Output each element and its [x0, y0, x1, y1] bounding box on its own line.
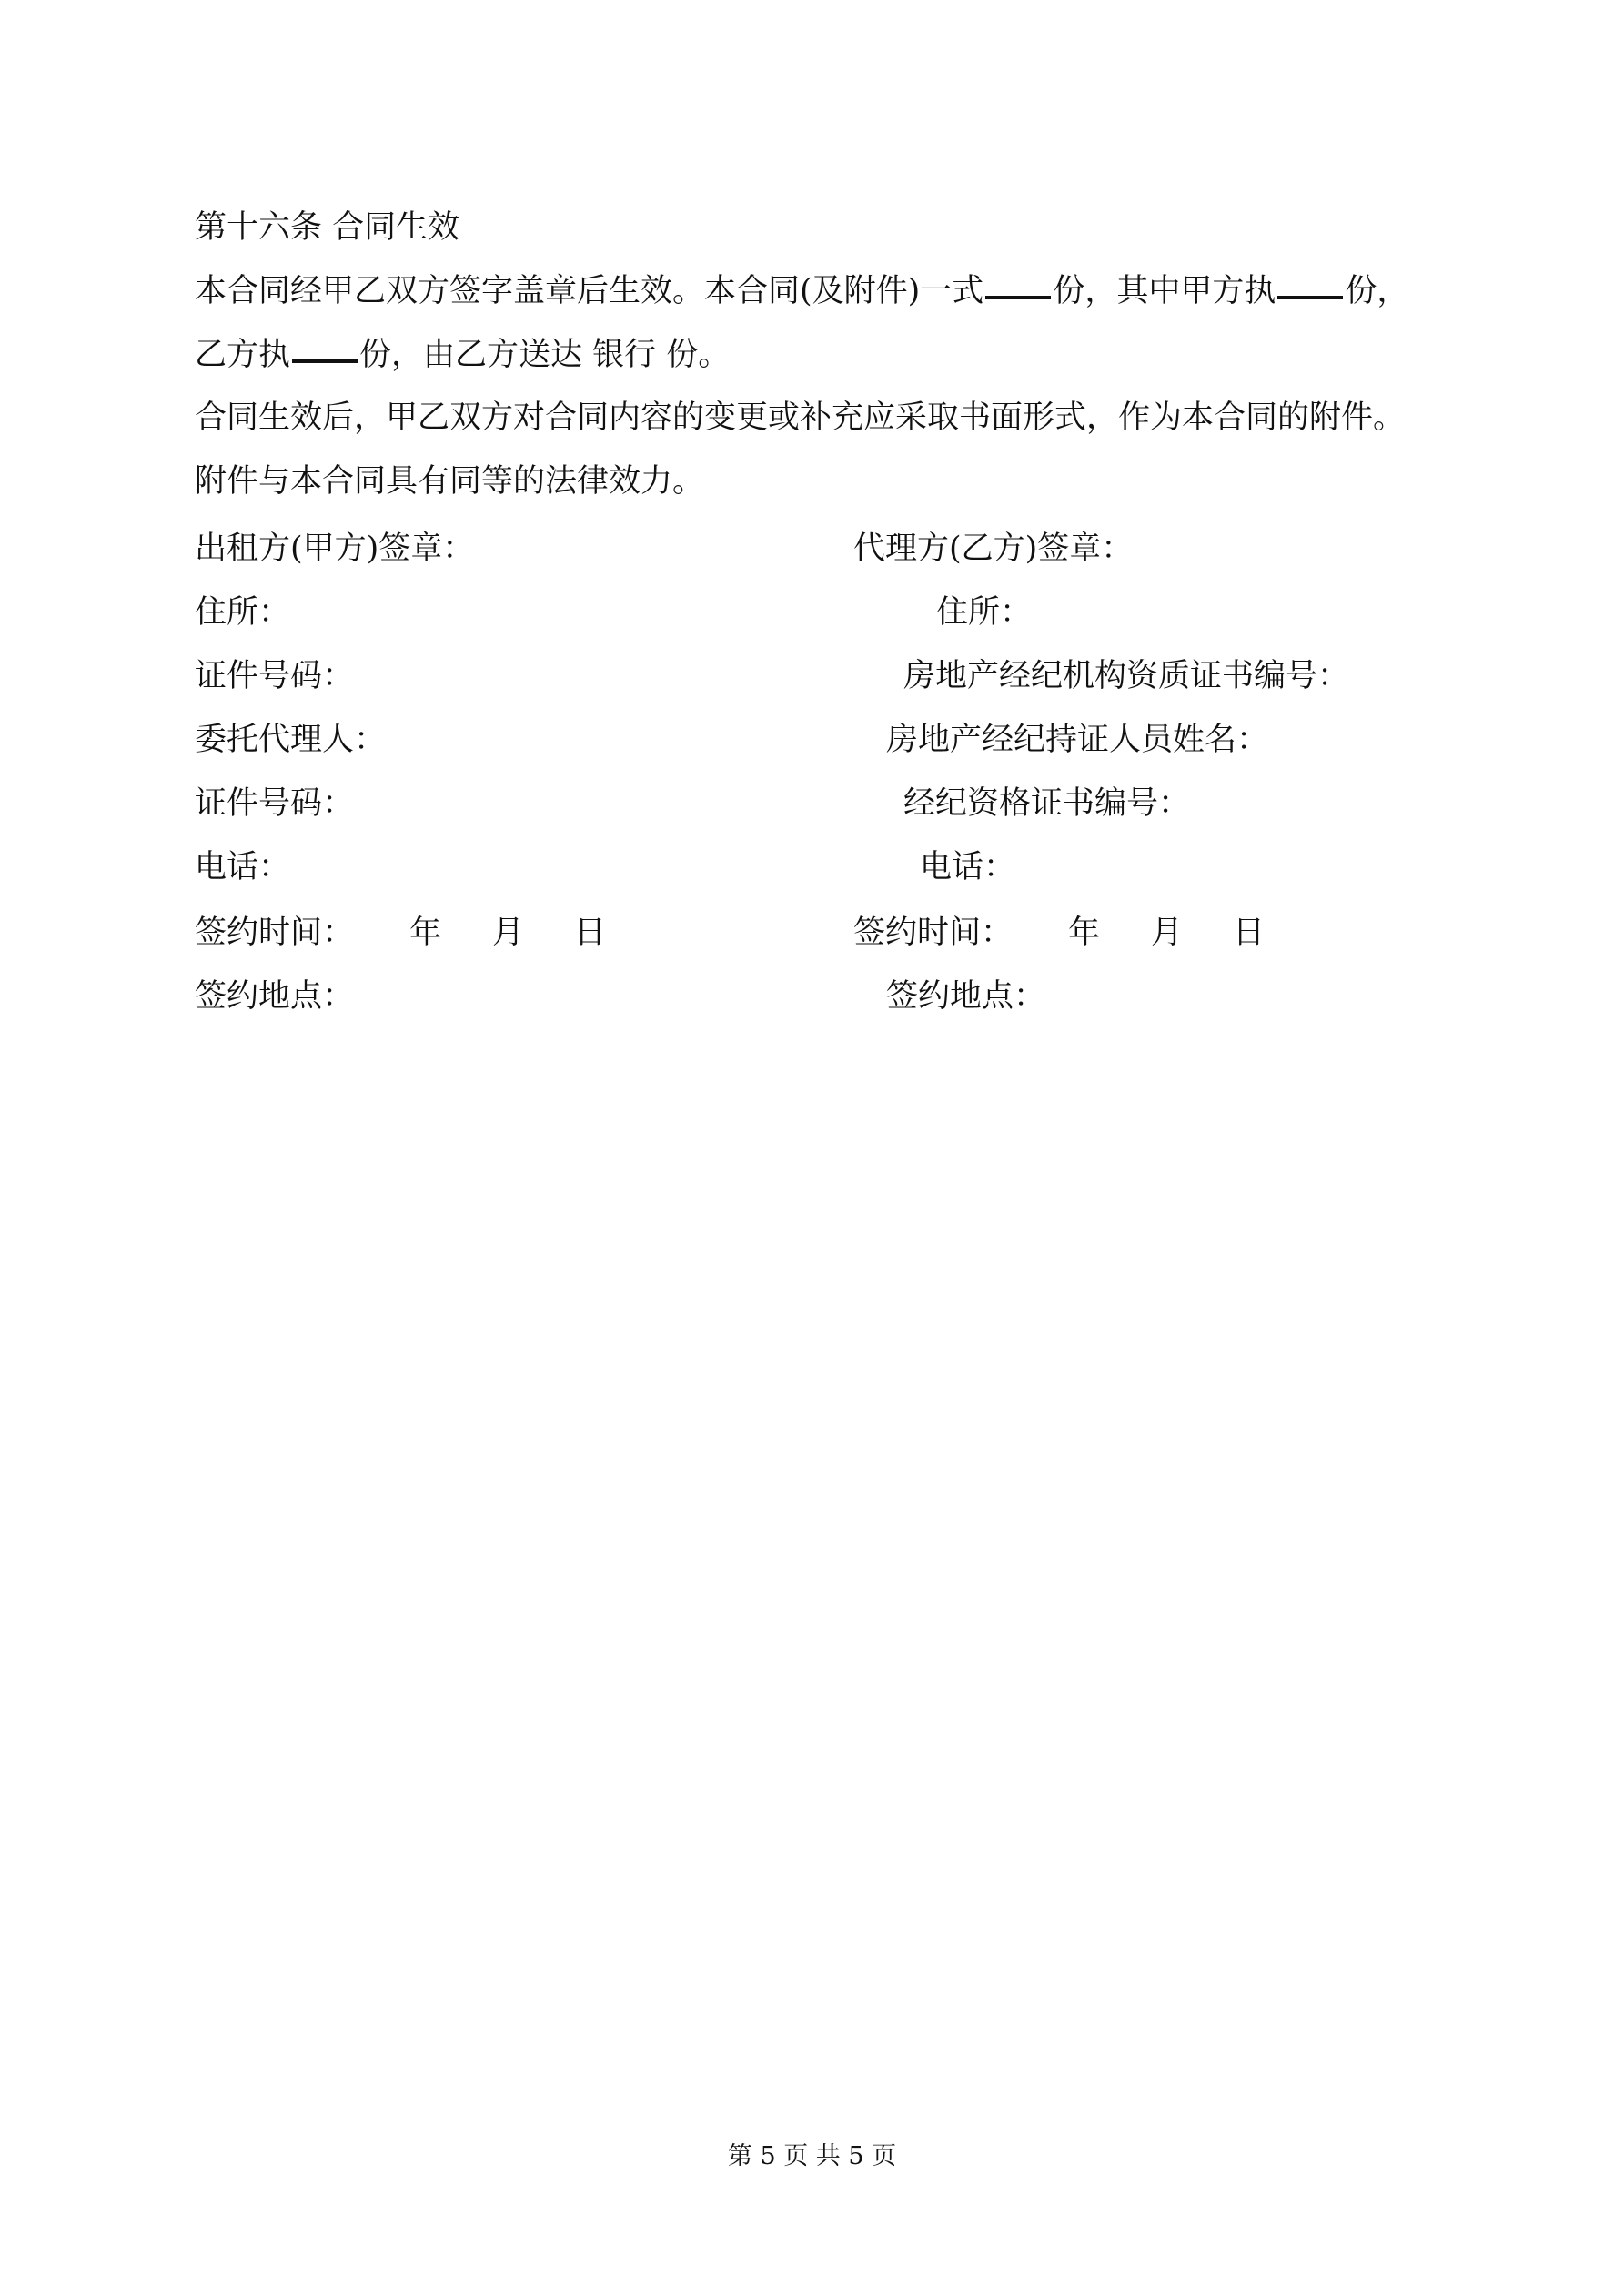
party-b-sign-time-label: 签约时间： [853, 915, 1014, 951]
party-a-year-label: 年 [409, 915, 442, 951]
party-b-day-label: 日 [1233, 915, 1266, 951]
party-b-address-label: 住所： [936, 594, 1033, 631]
party-a-month-label: 月 [492, 915, 525, 951]
party-a-agent-label: 委托代理人： [195, 722, 387, 758]
party-b-signature-label: 代理方(乙方)签章： [853, 531, 1134, 567]
party-a-sign-time-label: 签约时间： [195, 915, 355, 951]
party-a-phone-label: 电话： [195, 849, 291, 885]
party-b-year-label: 年 [1068, 915, 1101, 951]
party-a-sign-place-label: 签约地点： [195, 978, 355, 1015]
page-number-footer: 第 5 页 共 5 页 [727, 2142, 897, 2170]
paragraph-text: 份，其中甲方执 [1053, 273, 1276, 309]
copies-party-b-blank [292, 332, 358, 363]
article-heading: 第十六条 合同生效 [195, 209, 460, 246]
paragraph-copies-continued [195, 334, 730, 375]
paragraph-text: 乙方执 [195, 337, 291, 373]
paragraph-amendments: 合同生效后，甲乙双方对合同内容的变更或补充应采取书面形式，作为本合同的附件。 [195, 400, 1406, 436]
party-a-day-label: 日 [574, 915, 607, 951]
paragraph-text: 份，由乙方送达 银行 份。 [359, 337, 731, 373]
party-b-license-number-label: 房地产经纪机构资质证书编号： [903, 658, 1350, 694]
party-b-month-label: 月 [1151, 915, 1184, 951]
party-b-broker-cert-label: 经纪资格证书编号： [903, 785, 1191, 822]
paragraph-copies [195, 270, 1408, 311]
copies-total-blank [985, 268, 1051, 299]
party-a-id-number-label: 证件号码： [195, 658, 355, 694]
party-a-address-label: 住所： [195, 594, 291, 631]
paragraph-text: 本合同经甲乙双方签字盖章后生效。本合同(及附件)一式 [195, 273, 984, 309]
party-b-phone-label: 电话： [920, 849, 1016, 885]
party-b-broker-name-label: 房地产经纪持证人员姓名： [886, 722, 1269, 758]
party-a-agent-id-label: 证件号码： [195, 785, 355, 822]
party-b-sign-place-label: 签约地点： [886, 978, 1046, 1015]
copies-party-a-blank [1277, 268, 1343, 299]
paragraph-legal-effect: 附件与本合同具有同等的法律效力。 [195, 463, 705, 500]
party-a-signature-label: 出租方(甲方)签章： [195, 531, 475, 567]
paragraph-text: 份， [1345, 273, 1409, 309]
